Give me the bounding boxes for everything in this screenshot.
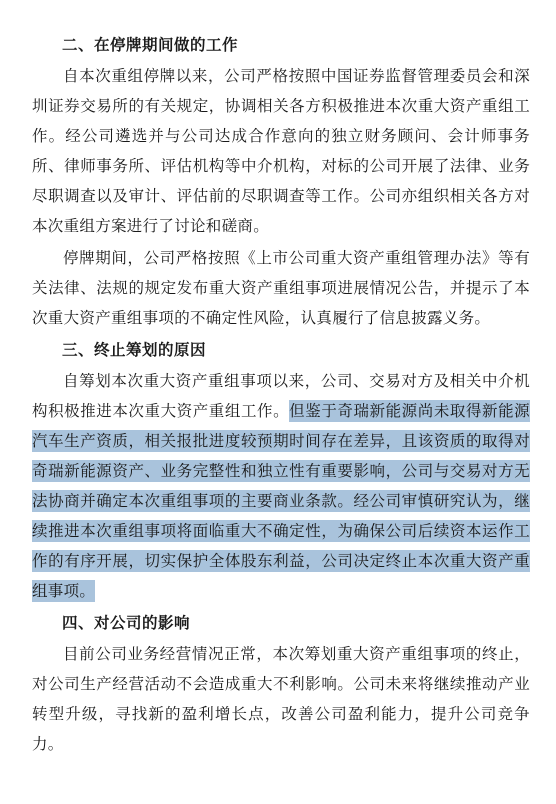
section-heading-2: 二、在停牌期间做的工作	[62, 35, 239, 54]
section-3-highlighted-text: 但鉴于奇瑞新能源尚未取得新能源汽车生产资质，相关报批进度较预期时间存在差异，且该资质的取得对奇瑞新能源资产、业务完整性和独立性有重要影响，公司与交易对方无法协商并确定本次重组事项的主要商业条款。经公司审慎研究认为，继续推进本次重组事项将面临重大不确定性，为确保公司后续资本运作工作的有序开展，切实保护全体股东利益，公司决定终止本次重大资产重组事项。	[32, 402, 530, 600]
section-heading-4: 四、对公司的影响	[62, 613, 191, 632]
section-4-paragraph-1: 目前公司业务经营情况正常，本次筹划重大资产重组事项的终止，对公司生产经营活动不会造成重大不利影响。公司未来将继续推动产业转型升级，寻找新的盈利增长点，改善公司盈利能力，提升公司竞争力。	[32, 645, 530, 753]
section-3-plain-text: 自筹划本次重大资产重组事项以来，公司、交易对方及相关中介机构积极推进本次重大资产重组工作。	[32, 372, 530, 420]
section-heading-3: 三、终止筹划的原因	[62, 340, 207, 359]
section-3-paragraph-1	[32, 366, 530, 606]
section-2-paragraph-1: 自本次重组停牌以来，公司严格按照中国证券监督管理委员会和深圳证券交易所的有关规定，协调相关各方积极推进本次重大资产重组工作。经公司遴选并与公司达成合作意向的独立财务顾问、会计师事务所、律师事务所、评估机构等中介机构，对标的公司开展了法律、业务尽职调查以及审计、评估前的尽职调查等工作。公司亦组织相关各方对本次重组方案进行了讨论和磋商。	[32, 67, 530, 235]
section-2-paragraph-2: 停牌期间，公司严格按照《上市公司重大资产重组管理办法》等有关法律、法规的规定发布重大资产重组事项进展情况公告，并提示了本次重大资产重组事项的不确定性风险，认真履行了信息披露义务。	[32, 249, 530, 327]
